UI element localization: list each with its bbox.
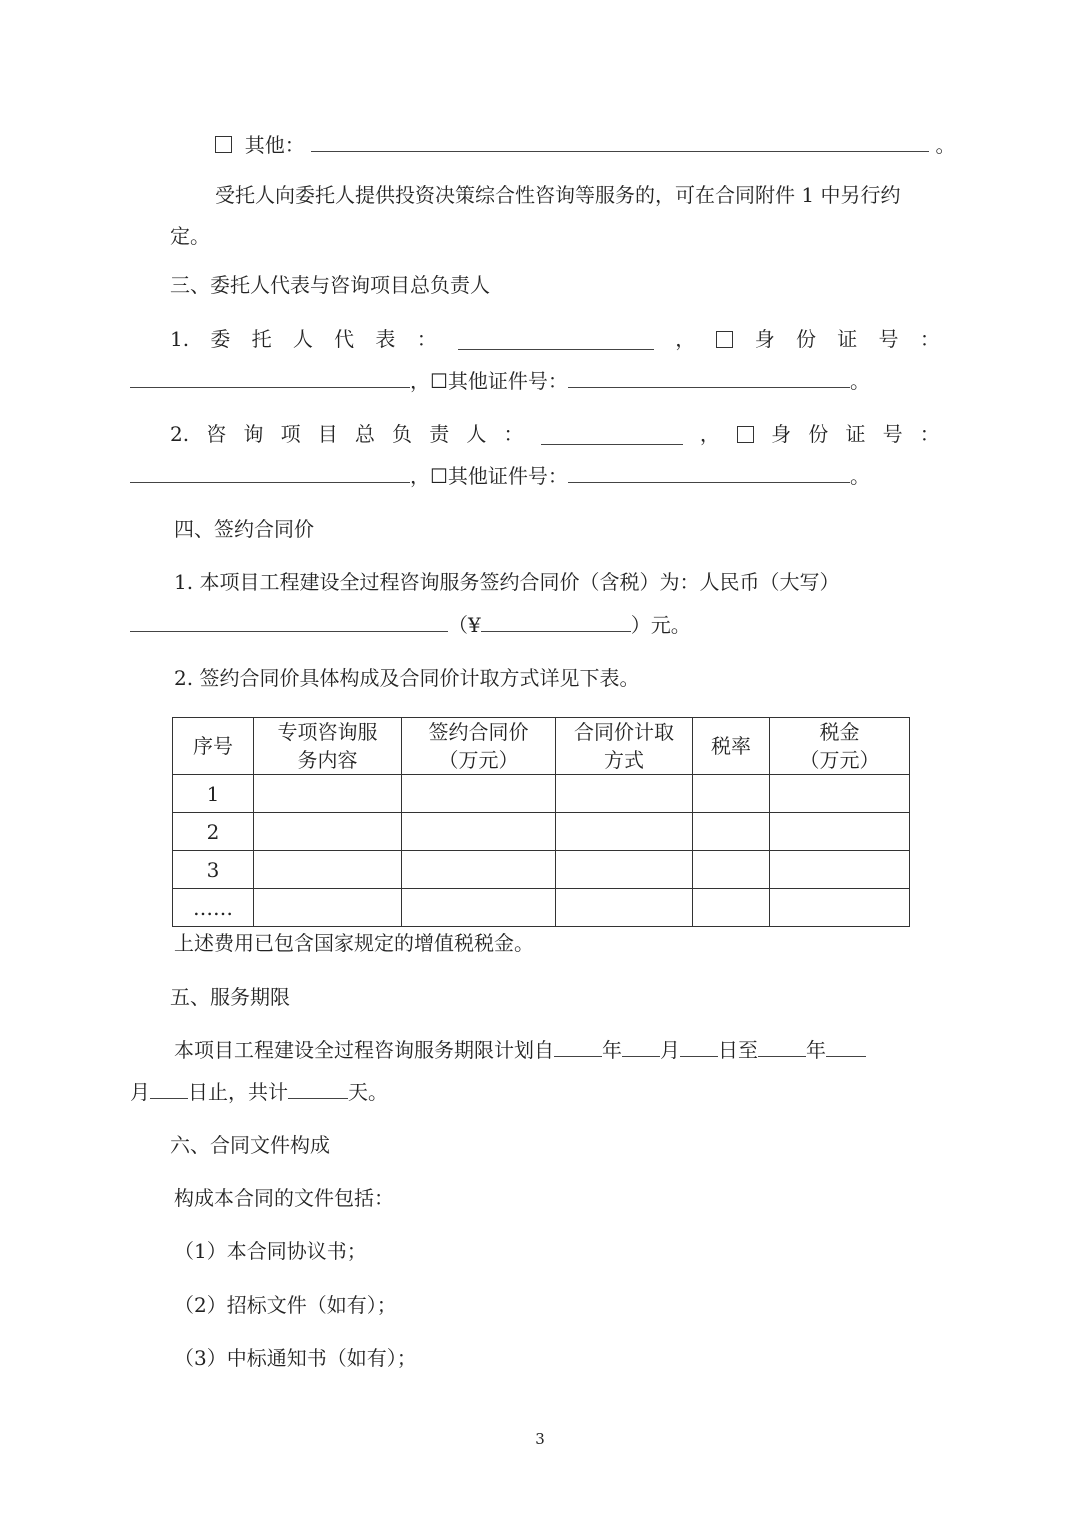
punct: 。 (849, 464, 870, 488)
price-number-field[interactable] (481, 611, 631, 632)
other-id-field[interactable] (568, 462, 850, 483)
cell[interactable] (254, 813, 402, 851)
checkbox[interactable] (716, 331, 733, 348)
text: 签约合同价 (428, 720, 529, 744)
text: 合同价计取 (574, 720, 674, 744)
label: ）元。 (630, 613, 691, 637)
other-id-field[interactable] (568, 367, 850, 388)
blank-field[interactable] (311, 131, 929, 152)
header-cell (556, 718, 693, 775)
text: 方式 (604, 748, 644, 772)
other-option (215, 131, 955, 159)
row-number: 2 (173, 813, 254, 851)
period-line-2 (130, 1078, 388, 1106)
char: 号 (882, 422, 903, 446)
section-heading: 四、签约合同价 (174, 517, 314, 541)
cell[interactable] (254, 889, 402, 927)
char: 表 (375, 327, 396, 351)
num: 2. (170, 422, 190, 446)
paragraph: 受托人向委托人提供投资决策综合性咨询等服务的，可在合同附件 1 中另行约 (215, 183, 901, 207)
price-words-field[interactable] (130, 611, 448, 632)
char: 人 (292, 327, 313, 351)
list-item: （2）招标文件（如有）； (174, 1293, 397, 1317)
header-cell: 序号 (173, 718, 254, 775)
text: 务内容 (297, 748, 358, 772)
cell[interactable] (402, 775, 556, 813)
char: 证 (845, 422, 866, 446)
start-month-field[interactable] (622, 1036, 660, 1057)
label: ，☐其他证件号： (410, 369, 568, 393)
text: 天。 (348, 1080, 388, 1104)
section-heading: 六、合同文件构成 (170, 1133, 330, 1157)
paragraph: 1. 本项目工程建设全过程咨询服务签约合同价（含税）为：人民币（大写） (174, 570, 840, 594)
punct: ， (699, 422, 720, 446)
row-number: 1 (173, 775, 254, 813)
id-field[interactable] (130, 462, 410, 483)
cell[interactable] (556, 813, 693, 851)
label: 其他： (244, 133, 305, 157)
text: 本项目工程建设全过程咨询服务期限计划自 (174, 1038, 554, 1062)
text: 税金 (819, 720, 860, 744)
text: 年 (806, 1038, 826, 1062)
cell[interactable] (402, 813, 556, 851)
text: （万元） (799, 748, 880, 772)
price-line (130, 611, 691, 639)
list-item: （1）本合同协议书； (174, 1239, 367, 1263)
text: 日止，共计 (188, 1080, 288, 1104)
char: 负 (392, 422, 413, 446)
paragraph: 构成本合同的文件包括： (174, 1186, 394, 1210)
text: 月 (130, 1080, 150, 1104)
char: ： (416, 327, 437, 351)
char: 身 (754, 327, 775, 351)
cell[interactable] (254, 851, 402, 889)
table-row (173, 889, 910, 927)
char: ： (919, 327, 940, 351)
header-cell: 税率 (693, 718, 770, 775)
row-number: 3 (173, 851, 254, 889)
cell[interactable] (556, 851, 693, 889)
start-year-field[interactable] (554, 1036, 602, 1057)
char: 责 (429, 422, 450, 446)
table-row (173, 813, 910, 851)
section-heading: 三、委托人代表与咨询项目总负责人 (170, 273, 490, 297)
char: 咨 (206, 422, 227, 446)
paragraph: 2. 签约合同价具体构成及合同价计取方式详见下表。 (174, 666, 640, 690)
cell[interactable] (770, 813, 910, 851)
char: 项 (280, 422, 301, 446)
lead-name-field[interactable] (541, 424, 683, 445)
lead-line (170, 420, 940, 448)
char: 份 (796, 327, 817, 351)
table-note: 上述费用已包含国家规定的增值税税金。 (174, 931, 534, 955)
list-item: （3）中标通知书（如有）； (174, 1346, 417, 1370)
cell[interactable] (693, 889, 770, 927)
text: （万元） (438, 748, 519, 772)
paragraph: 定。 (170, 224, 210, 248)
char: 总 (354, 422, 375, 446)
row-number: …… (173, 889, 254, 927)
rep-name-field[interactable] (458, 329, 654, 350)
cell[interactable] (556, 775, 693, 813)
label: （¥ (448, 613, 481, 637)
cell[interactable] (693, 851, 770, 889)
checkbox[interactable] (737, 426, 754, 443)
period-line (174, 1036, 866, 1064)
rep-line (170, 325, 940, 353)
text: 日至 (718, 1038, 758, 1062)
cell[interactable] (556, 889, 693, 927)
char: 号 (878, 327, 899, 351)
lead-id-line (130, 462, 870, 490)
cell[interactable] (770, 775, 910, 813)
punct: ， (675, 327, 696, 351)
rep-id-line (130, 367, 870, 395)
cell[interactable] (693, 813, 770, 851)
char: 托 (251, 327, 272, 351)
char: 委 (210, 327, 231, 351)
char: 身 (771, 422, 792, 446)
header-cell (770, 718, 910, 775)
char: 目 (317, 422, 338, 446)
cell[interactable] (770, 851, 910, 889)
char: 证 (837, 327, 858, 351)
text: 月 (660, 1038, 680, 1062)
page-number: 3 (535, 1430, 545, 1448)
header-cell (254, 718, 402, 775)
cell[interactable] (402, 889, 556, 927)
text: 年 (602, 1038, 622, 1062)
end-month-field[interactable] (826, 1036, 866, 1057)
char: 代 (334, 327, 355, 351)
checkbox[interactable] (215, 136, 232, 153)
char: 份 (808, 422, 829, 446)
cell[interactable] (770, 889, 910, 927)
table-header (173, 718, 910, 775)
total-days-field[interactable] (288, 1078, 348, 1099)
start-day-field[interactable] (680, 1036, 718, 1057)
punct: 。 (849, 369, 870, 393)
price-table (172, 717, 910, 927)
table-row (173, 775, 910, 813)
cell[interactable] (402, 851, 556, 889)
char: ： (503, 422, 524, 446)
char: 询 (243, 422, 264, 446)
table-row (173, 851, 910, 889)
punct: 。 (935, 133, 956, 157)
cell[interactable] (693, 775, 770, 813)
end-year-field[interactable] (758, 1036, 806, 1057)
num: 1. (170, 327, 190, 351)
cell[interactable] (254, 775, 402, 813)
end-day-field[interactable] (150, 1078, 188, 1099)
header-cell (402, 718, 556, 775)
section-heading: 五、服务期限 (170, 985, 290, 1009)
char: ： (919, 422, 940, 446)
char: 人 (466, 422, 487, 446)
text: 专项咨询服 (277, 720, 378, 744)
label: ，☐其他证件号： (410, 464, 568, 488)
id-field[interactable] (130, 367, 410, 388)
